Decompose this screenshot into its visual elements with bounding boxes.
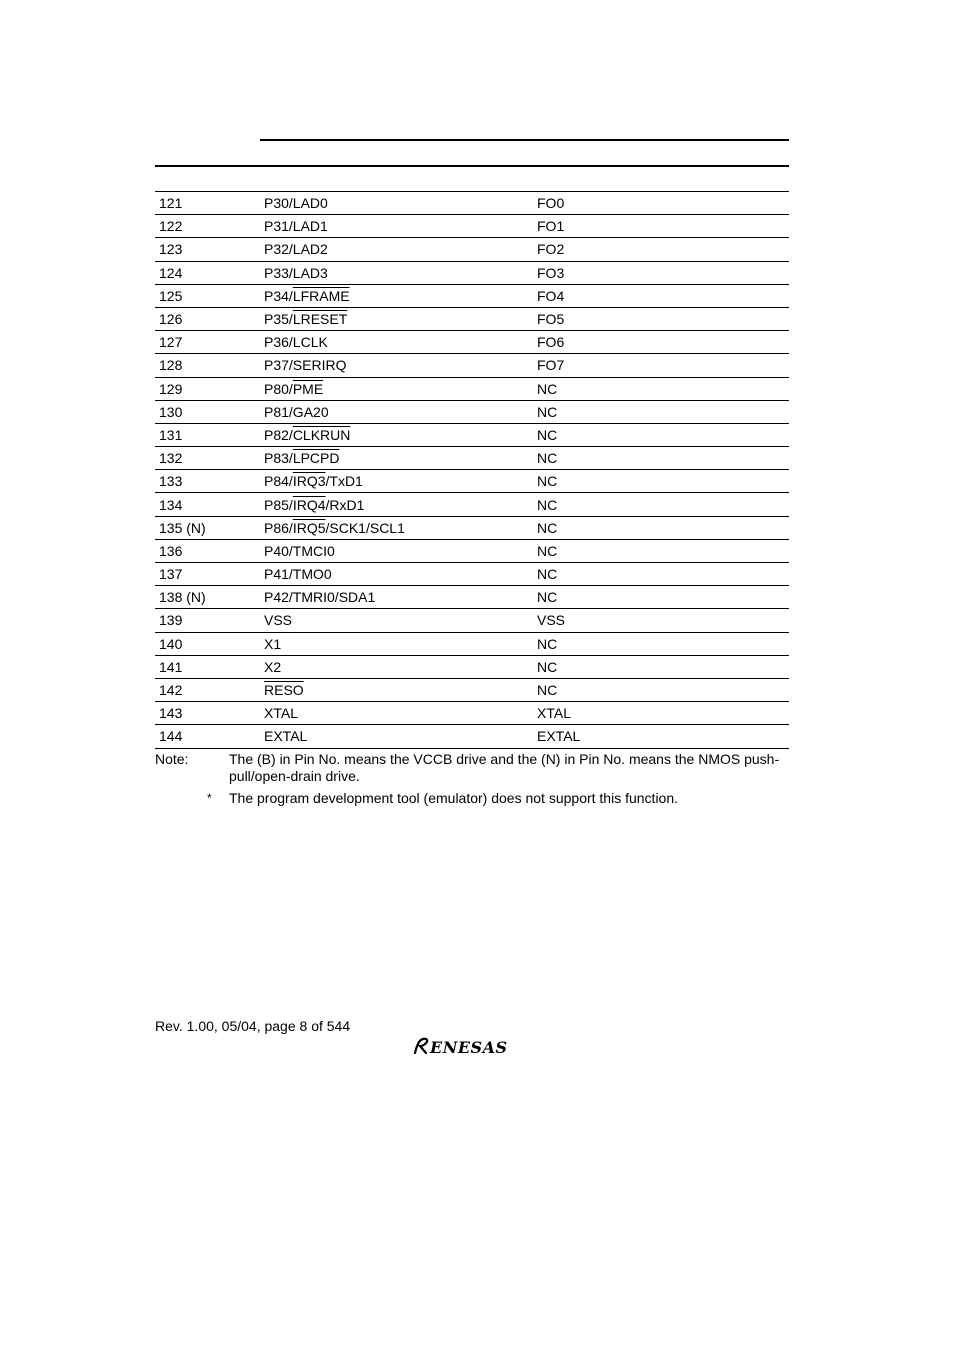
- table-row: [155, 423, 789, 446]
- pin-number-cell: 134: [155, 493, 260, 516]
- pin-function-cell: [260, 470, 533, 493]
- table-row: [155, 586, 789, 609]
- signal-text: /RxD1: [325, 496, 365, 513]
- signal-text: P81/GA20: [264, 403, 329, 420]
- pin-number-cell: 123: [155, 238, 260, 261]
- tool-function-cell: NC: [533, 516, 789, 539]
- pin-number-cell: 138 (N): [155, 586, 260, 609]
- signal-text: P85/: [264, 496, 293, 513]
- tool-function-cell: NC: [533, 632, 789, 655]
- signal-text: P35/: [264, 311, 293, 328]
- pin-number-cell: 131: [155, 423, 260, 446]
- table-row: [155, 215, 789, 238]
- pin-function-cell: [260, 192, 533, 215]
- signal-text: EXTAL: [264, 728, 308, 745]
- active-low-signal: $\overline{PME}$: [292, 380, 324, 397]
- pin-function-cell: [260, 493, 533, 516]
- tool-function-cell: NC: [533, 586, 789, 609]
- pin-number-cell: 140: [155, 632, 260, 655]
- tool-function-cell: XTAL: [533, 702, 789, 725]
- tool-function-cell: FO5: [533, 307, 789, 330]
- pin-function-cell: [260, 423, 533, 446]
- tool-function-cell: NC: [533, 493, 789, 516]
- table-row: [155, 493, 789, 516]
- tool-function-cell: NC: [533, 400, 789, 423]
- table-row: [155, 447, 789, 470]
- pin-number-cell: 135 (N): [155, 516, 260, 539]
- header-rule-bottom: [155, 165, 789, 167]
- pin-function-cell: [260, 725, 533, 748]
- tool-function-cell: FO6: [533, 331, 789, 354]
- renesas-logo-mark: [413, 1035, 535, 1057]
- signal-text: VSS: [264, 612, 293, 629]
- pin-number-cell: 141: [155, 655, 260, 678]
- pin-number-cell: 139: [155, 609, 260, 632]
- table-row: [155, 539, 789, 562]
- signal-text: XTAL: [264, 705, 298, 722]
- active-low-signal: LRESET: [292, 311, 348, 328]
- pin-function-cell: [260, 702, 533, 725]
- pin-number-cell: 133: [155, 470, 260, 493]
- asterisk-mark: *: [207, 791, 212, 805]
- pin-function-cell: [260, 307, 533, 330]
- tool-function-cell: FO1: [533, 215, 789, 238]
- active-low-signal: CLKRUN: [292, 426, 351, 443]
- active-low-signal: IRQ5: [292, 519, 326, 536]
- pin-function-cell: [260, 261, 533, 284]
- tool-function-cell: FO2: [533, 238, 789, 261]
- pin-function-cell: [260, 678, 533, 701]
- signal-text: X2: [264, 658, 282, 675]
- pin-number-cell: 143: [155, 702, 260, 725]
- tool-function-cell: NC: [533, 377, 789, 400]
- tool-function-cell: NC: [533, 678, 789, 701]
- pin-number-cell: 132: [155, 447, 260, 470]
- signal-text: P80/: [264, 380, 293, 397]
- pin-function-cell: [260, 539, 533, 562]
- table-row: [155, 655, 789, 678]
- pin-function-cell: [260, 586, 533, 609]
- pin-function-cell: [260, 354, 533, 377]
- table-row: [155, 238, 789, 261]
- pin-function-cell: [260, 632, 533, 655]
- active-low-signal: LFRAME: [292, 287, 350, 304]
- tool-function-cell: NC: [533, 655, 789, 678]
- pin-function-cell: [260, 400, 533, 423]
- tool-function-cell: VSS: [533, 609, 789, 632]
- tool-function-cell: NC: [533, 470, 789, 493]
- pin-number-cell: 137: [155, 563, 260, 586]
- signal-text: P31/LAD1: [264, 218, 328, 235]
- tool-function-cell: NC: [533, 447, 789, 470]
- signal-text: P32/LAD2: [264, 241, 328, 258]
- pin-function-cell: [260, 609, 533, 632]
- table-row: [155, 725, 789, 748]
- signal-text: P84/: [264, 473, 293, 490]
- tool-function-cell: EXTAL: [533, 725, 789, 748]
- tool-function-cell: FO4: [533, 284, 789, 307]
- pin-number-cell: 125: [155, 284, 260, 307]
- tool-function-cell: FO3: [533, 261, 789, 284]
- table-row: [155, 702, 789, 725]
- table-row: [155, 261, 789, 284]
- table-row: [155, 284, 789, 307]
- active-low-signal: LPCPD: [292, 450, 340, 467]
- pin-number-cell: 128: [155, 354, 260, 377]
- active-low-signal: RESO: [264, 682, 304, 699]
- table-row: [155, 192, 789, 215]
- table-row: [155, 678, 789, 701]
- pin-number-cell: 136: [155, 539, 260, 562]
- pin-number-cell: 129: [155, 377, 260, 400]
- signal-text: P40/TMCI0: [264, 542, 335, 559]
- note-text: The (B) in Pin No. means the VCCB drive and the (N) in Pin No. means the NMOS push-pull/open-drain drive.: [229, 751, 780, 784]
- pin-number-cell: 144: [155, 725, 260, 748]
- table-row: [155, 400, 789, 423]
- tool-function-cell: NC: [533, 563, 789, 586]
- tool-function-cell: NC: [533, 539, 789, 562]
- asterisk-note-text: The program development tool (emulator) does not support this function.: [229, 790, 679, 806]
- signal-text: P37/SERIRQ: [264, 357, 347, 374]
- signal-text: P33/LAD3: [264, 264, 328, 281]
- signal-text: P86/: [264, 519, 293, 536]
- table-row: [155, 632, 789, 655]
- pin-function-cell: [260, 331, 533, 354]
- table-row: [155, 563, 789, 586]
- pin-function-cell: [260, 447, 533, 470]
- pin-function-table: [155, 191, 789, 749]
- table-row: [155, 331, 789, 354]
- signal-text: P41/TMO0: [264, 566, 332, 583]
- svg-text:ENESAS: ENESAS: [430, 1038, 508, 1057]
- page-footer-info: Rev. 1.00, 05/04, page 8 of 544: [155, 1018, 351, 1034]
- signal-text: P36/LCLK: [264, 334, 328, 351]
- signal-text: /TxD1: [325, 473, 363, 490]
- signal-text: P34/: [264, 287, 293, 304]
- pin-number-cell: 127: [155, 331, 260, 354]
- header-rule-top: [260, 139, 789, 141]
- pin-function-cell: [260, 516, 533, 539]
- pin-number-cell: 130: [155, 400, 260, 423]
- table-row: [155, 609, 789, 632]
- table-row: [155, 470, 789, 493]
- table-row: [155, 307, 789, 330]
- pin-number-cell: 121: [155, 192, 260, 215]
- tool-function-cell: NC: [533, 423, 789, 446]
- signal-text: P83/: [264, 450, 293, 467]
- table-row: [155, 354, 789, 377]
- pin-function-cell: [260, 563, 533, 586]
- pin-number-cell: 142: [155, 678, 260, 701]
- pin-function-cell: [260, 284, 533, 307]
- tool-function-cell: FO0: [533, 192, 789, 215]
- signal-text: P42/TMRI0/SDA1: [264, 589, 376, 606]
- tool-function-cell: FO7: [533, 354, 789, 377]
- table-row: [155, 377, 789, 400]
- signal-text: X1: [264, 635, 282, 652]
- pin-function-cell: [260, 377, 533, 400]
- table-row: [155, 516, 789, 539]
- signal-text: P82/: [264, 426, 293, 443]
- signal-text: P30/LAD0: [264, 195, 328, 212]
- signal-text: /SCK1/SCL1: [325, 519, 405, 536]
- active-low-signal: IRQ4: [292, 496, 326, 513]
- pin-number-cell: 122: [155, 215, 260, 238]
- pin-function-cell: [260, 238, 533, 261]
- pin-number-cell: 124: [155, 261, 260, 284]
- pin-function-cell: [260, 215, 533, 238]
- renesas-logo: [413, 1035, 535, 1062]
- pin-number-cell: 126: [155, 307, 260, 330]
- note-label: Note:: [155, 751, 189, 767]
- active-low-signal: IRQ3: [292, 473, 326, 490]
- pin-function-cell: [260, 655, 533, 678]
